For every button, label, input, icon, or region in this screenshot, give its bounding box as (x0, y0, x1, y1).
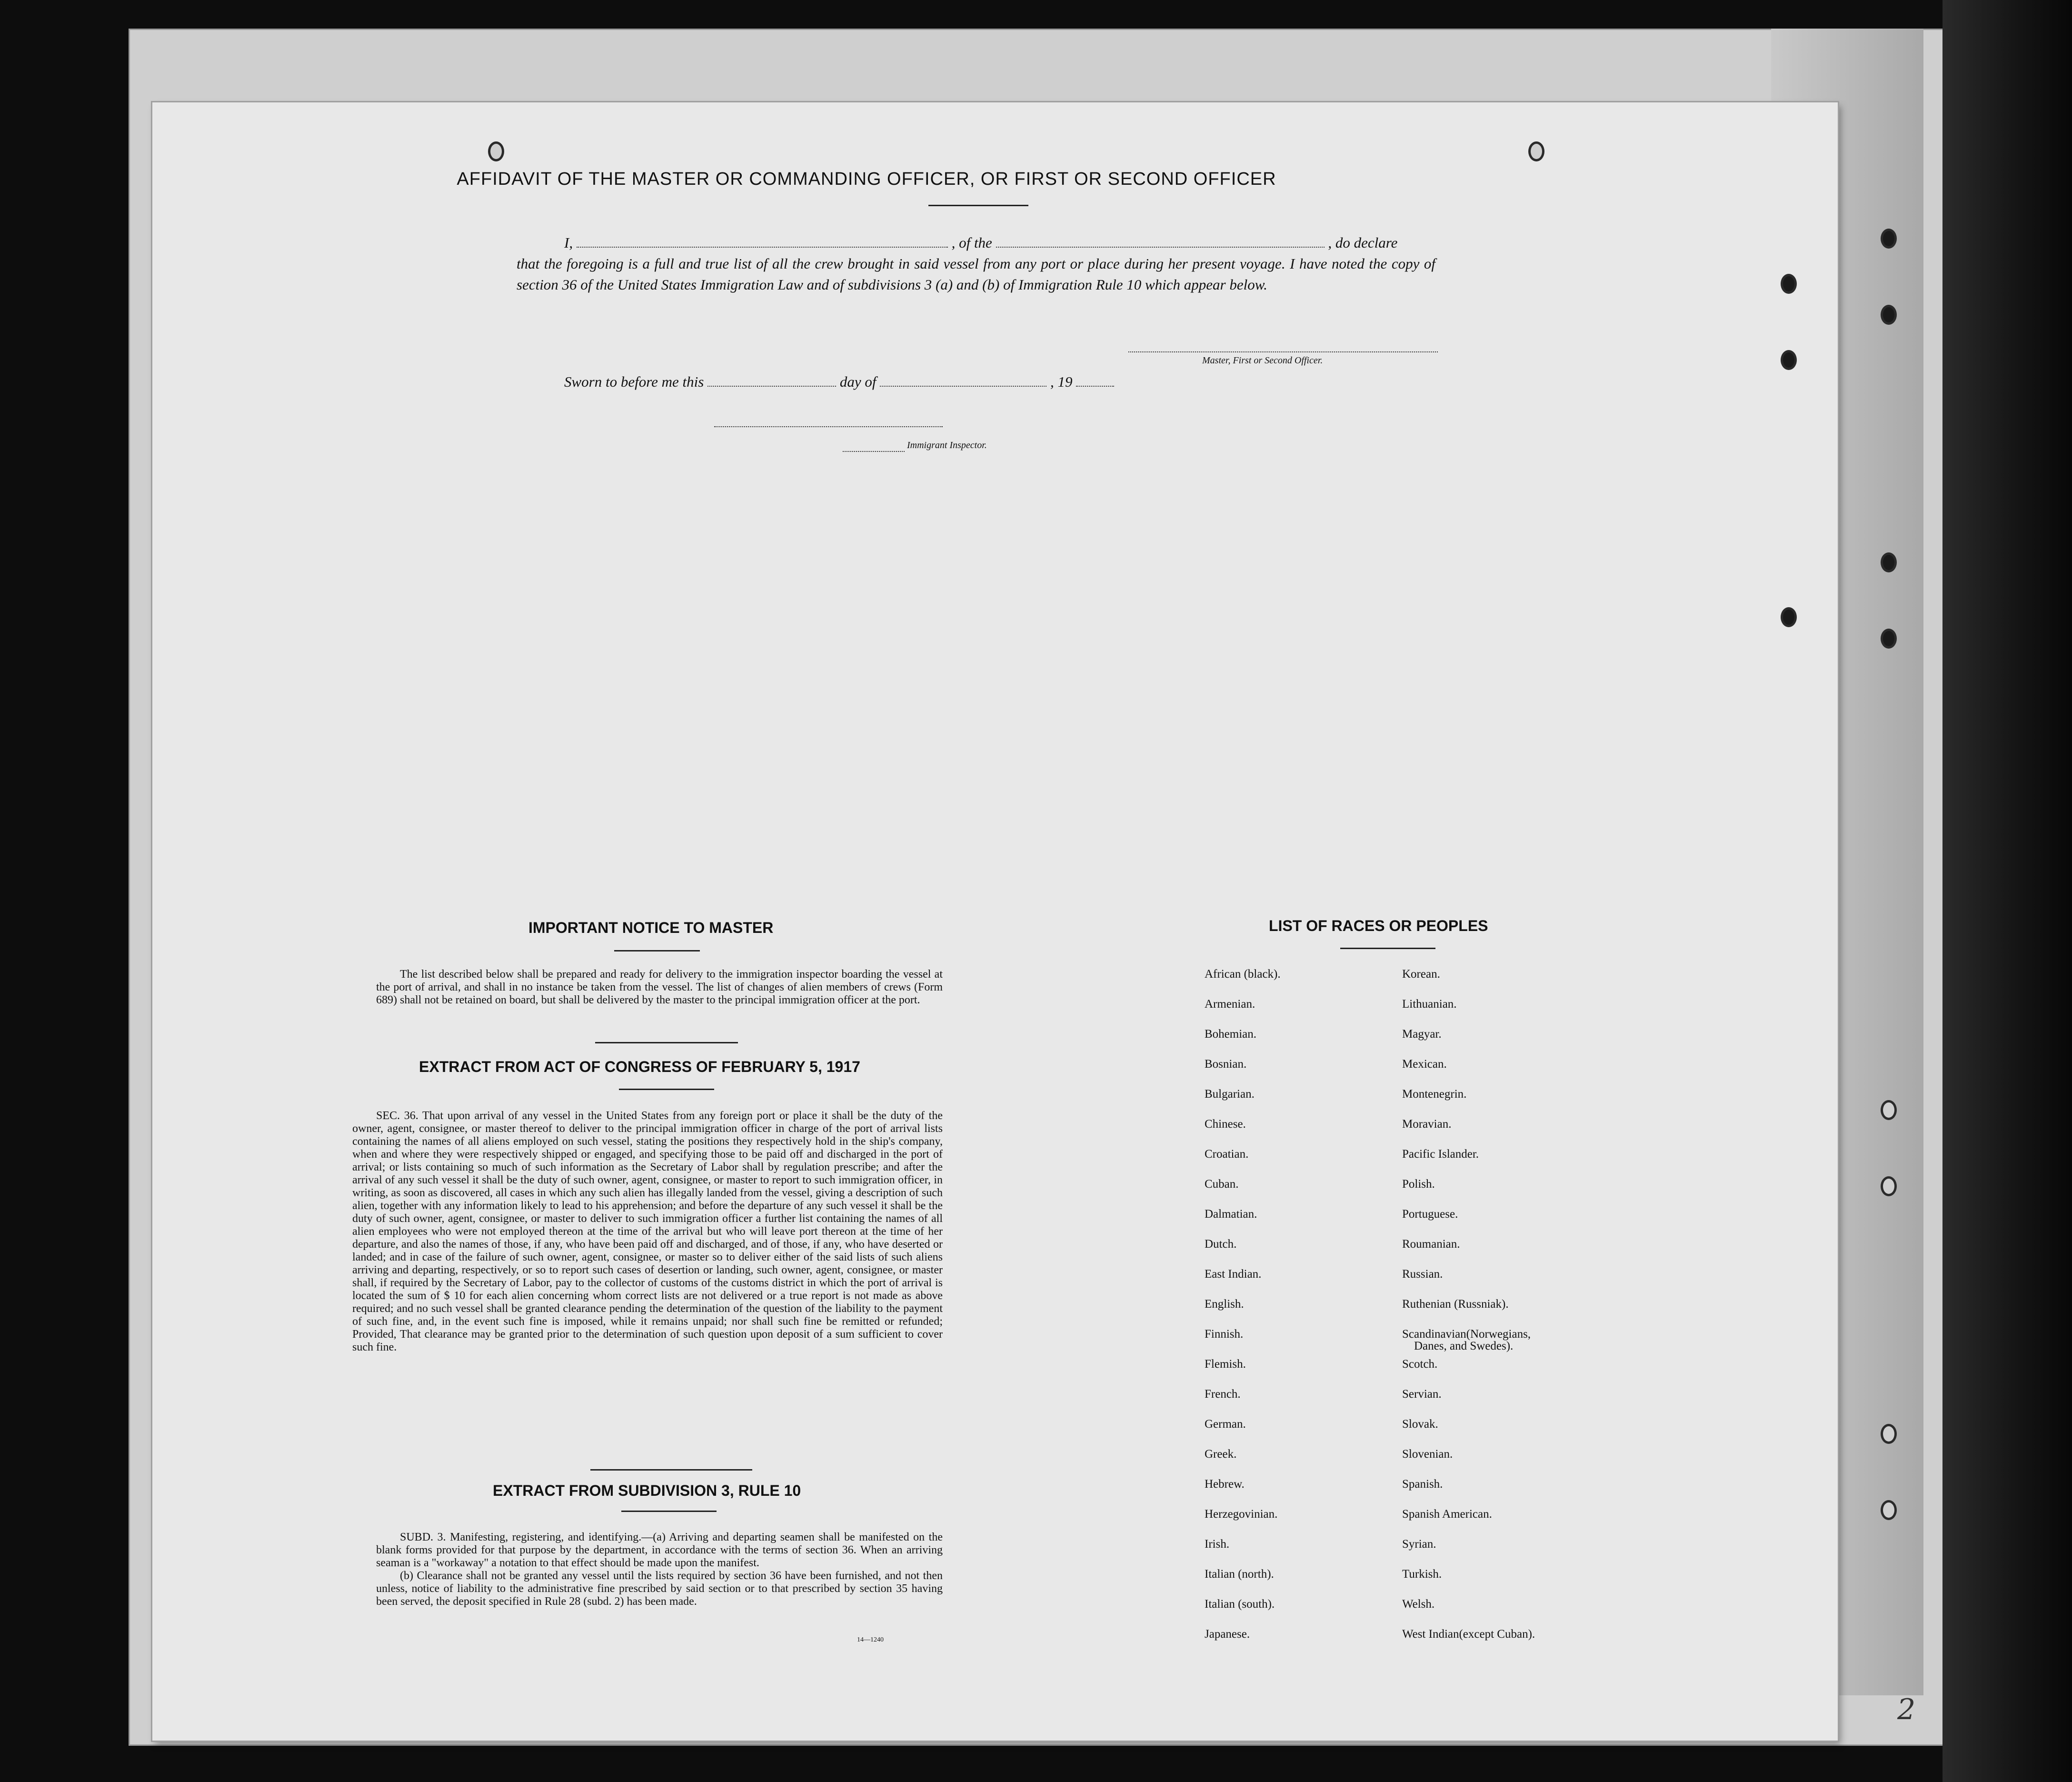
label-of-the: , of the (951, 234, 992, 251)
binder-hole (1881, 1500, 1897, 1520)
race-item: French. (1205, 1388, 1241, 1401)
notice-text: The list described below shall be prepared and ready for delivery to the immigration inspector boarding the vessel at the port of arrival, and shall in no instance be taken from the vessel. The list of changes of alien members of crews (Form 689) shall not be retained on board, but shall be delivered by the master to the principal immigration officer at the port. (376, 968, 943, 1006)
race-item: Bohemian. (1205, 1028, 1257, 1041)
binder-hole (1781, 274, 1797, 294)
race-item: Polish. (1402, 1178, 1435, 1191)
race-item: Korean. (1402, 968, 1440, 981)
race-item: Hebrew. (1205, 1478, 1245, 1491)
binder-hole (1781, 607, 1797, 627)
race-item: Chinese. (1205, 1118, 1246, 1131)
race-item: German. (1205, 1418, 1246, 1431)
race-item: Armenian. (1205, 998, 1255, 1011)
race-item: Japanese. (1205, 1628, 1250, 1641)
binder-hole (1881, 629, 1897, 649)
label-do-declare: , do declare (1328, 234, 1398, 251)
race-item: East Indian. (1205, 1268, 1262, 1281)
race-item: Syrian. (1402, 1538, 1436, 1551)
binder-hole (1881, 1176, 1897, 1196)
race-item: Mexican. (1402, 1058, 1447, 1071)
race-item: Dutch. (1205, 1238, 1237, 1251)
divider (1340, 948, 1435, 949)
race-item: Herzegovinian. (1205, 1508, 1278, 1521)
race-item: Finnish. (1205, 1328, 1244, 1341)
affidavit-page (152, 102, 1838, 1741)
binder-hole (1781, 350, 1797, 370)
race-item: West Indian(except Cuban). (1402, 1628, 1535, 1641)
race-item: Portuguese. (1402, 1208, 1458, 1221)
label-i: I, (564, 234, 573, 251)
race-item: Bosnian. (1205, 1058, 1247, 1071)
race-item: Lithuanian. (1402, 998, 1457, 1011)
races-list-left (1205, 968, 1281, 1658)
declaration-paragraph: that the foregoing is a full and true list of all the crew brought in said vessel from any port or place during her present voyage. I have noted the copy of section 36 of the United States Immigration Law and of subdivisions 3 (a) and (b) of Immigration Rule 10 which appear below. (517, 255, 1435, 293)
affidavit-title: AFFIDAVIT OF THE MASTER OR COMMANDING OFFICER, OR FIRST OR SECOND OFFICER (457, 169, 1276, 189)
divider (614, 950, 700, 951)
race-item: Italian (south). (1205, 1598, 1275, 1611)
binding-edge (1942, 0, 2072, 1782)
master-caption: Master, First or Second Officer. (1202, 355, 1323, 366)
form-number: 14—1240 (857, 1636, 884, 1643)
race-item: Slovenian. (1402, 1448, 1453, 1461)
rule-extract-text: SUBD. 3. Manifesting, registering, and identifying.—(a) Arriving and departing seamen shall be manifested on the blank forms provided for that purpose by the department, in accordance with the terms of section 36. When an arriving seaman is a "workaway" a notation to that effect should be made upon the manifest. (b) Clearance shall not be granted any vessel until the lists required by section 36 have been furnished, and not then unless, notice of liability to the administrative fine prescribed by said section or to that prescribed by section 35 having been served, the deposit specified in Rule 28 (subd. 2) has been made. (376, 1531, 943, 1608)
race-item: Dalmatian. (1205, 1208, 1257, 1221)
race-item: Spanish American. (1402, 1508, 1492, 1521)
inspector-caption: Immigrant Inspector. (907, 440, 987, 451)
race-item: Turkish. (1402, 1568, 1442, 1581)
race-item: African (black). (1205, 968, 1281, 981)
declaration-line (564, 234, 1397, 251)
act-extract-text: SEC. 36. That upon arrival of any vessel in the United States from any foreign port or place it shall be the duty of the owner, agent, consignee, or master thereof to deliver to the principal immigration officer in charge of the port of arrival lists containing the names of all aliens employed on such vessel, stating the positions they respectively hold in the ship's company, when and where they were respectively shipped or engaged, and specifying those to be paid off and discharged in the port of arrival; or lists containing so much of such information as the Secretary of Labor shall by regulation prescribe; and after the arrival of any such vessel it shall be the duty of such owner, agent, consignee, or master to report to such immigration officer, in writing, as soon as discovered, all cases in which any such alien has illegally landed from the vessel, giving a description of such alien, together with any information likely to lead to his apprehension; and before the departure of any such vessel it shall be the duty of such owner, agent, consignee, or master to deliver to such immigration officer a further list containing the names of all alien employees who were not employed thereon at the time of the arrival but who will leave port thereon at the time of her departure, and also the names of those, if any, who have been paid off and discharged, and of those, if any, who have deserted or landed; and in case of the failure of such owner, agent, consignee, or master so to deliver either of the said lists of such aliens arriving and departing, respectively, or so to report such cases of desertion or landing, such owner, agent, consignee, or master shall, if required by the Secretary of Labor, pay to the collector of customs of the customs district in which the port of arrival is located the sum of $ 10 for each alien concerning whom correct lists are not delivered or a true report is not made as above required; and no such vessel shall be granted clearance pending the determination of the question of the liability to the payment of such fine, and, in the event such fine is imposed, while it remains unpaid; nor shall such fine be remitted or refunded; Provided, That clearance may be granted prior to the determination of such question upon deposit of a sum sufficient to cover such fine. (352, 1110, 943, 1353)
race-item: English. (1205, 1298, 1244, 1311)
race-item: Welsh. (1402, 1598, 1435, 1611)
year-blank (1076, 384, 1114, 387)
sworn-year: , 19 (1050, 373, 1073, 390)
divider (595, 1042, 738, 1043)
race-item: Servian. (1402, 1388, 1442, 1401)
binder-hole (1881, 305, 1897, 325)
race-item: Italian (north). (1205, 1568, 1274, 1581)
inspector-signature-line (714, 426, 943, 427)
vessel-blank (996, 245, 1325, 248)
race-item: Greek. (1205, 1448, 1237, 1461)
race-item: Magyar. (1402, 1028, 1442, 1041)
divider (621, 1511, 717, 1512)
inspector-dots (843, 451, 905, 452)
divider (619, 1089, 714, 1090)
rule-extract-title: EXTRACT FROM SUBDIVISION 3, RULE 10 (493, 1482, 801, 1499)
act-extract-title: EXTRACT FROM ACT OF CONGRESS OF FEBRUARY 5, 1917 (419, 1058, 860, 1075)
binder-hole (1881, 1100, 1897, 1120)
divider (590, 1469, 752, 1471)
race-item: Ruthenian (Russniak). (1402, 1298, 1509, 1311)
race-item: Scotch. (1402, 1358, 1438, 1371)
race-item: Flemish. (1205, 1358, 1246, 1371)
race-item: Pacific Islander. (1402, 1148, 1479, 1161)
race-item: Cuban. (1205, 1178, 1239, 1191)
race-item: Croatian. (1205, 1148, 1249, 1161)
sworn-day-of: day of (839, 373, 877, 390)
race-item: Slovak. (1402, 1418, 1438, 1431)
races-list-right (1402, 968, 1535, 1658)
races-title: LIST OF RACES OR PEOPLES (1269, 917, 1488, 934)
master-signature-line (1128, 351, 1438, 352)
name-blank (577, 245, 948, 248)
binder-hole (1528, 141, 1544, 161)
race-item: Montenegrin. (1402, 1088, 1467, 1101)
race-item: Irish. (1205, 1538, 1230, 1551)
race-item: Russian. (1402, 1268, 1443, 1281)
binder-hole (1881, 552, 1897, 572)
margin-mark: 2 (1897, 1693, 1916, 1726)
month-blank (880, 384, 1046, 387)
divider (928, 205, 1028, 206)
race-item: Scandinavian(Norwegians, Danes, and Swedes). (1402, 1328, 1531, 1352)
binder-hole (1881, 1424, 1897, 1444)
binder-hole (1881, 229, 1897, 249)
day-blank (707, 384, 836, 387)
race-item: Spanish. (1402, 1478, 1443, 1491)
binder-hole (488, 141, 504, 161)
sworn-line (564, 373, 1114, 390)
notice-title: IMPORTANT NOTICE TO MASTER (528, 919, 774, 936)
race-item: Bulgarian. (1205, 1088, 1255, 1101)
race-item: Roumanian. (1402, 1238, 1460, 1251)
sworn-prefix: Sworn to before me this (564, 373, 704, 390)
race-item: Moravian. (1402, 1118, 1452, 1131)
